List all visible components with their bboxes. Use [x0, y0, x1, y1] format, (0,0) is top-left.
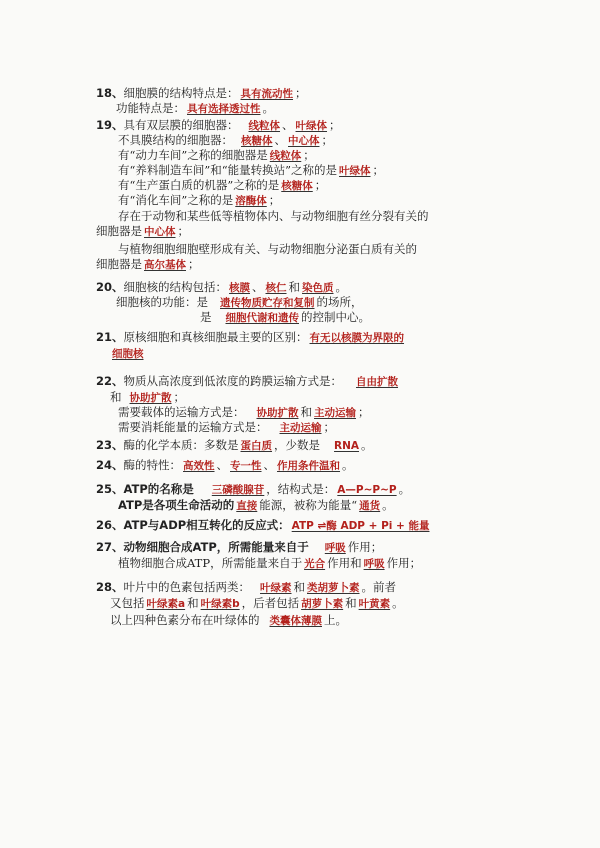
answer: 自由扩散: [356, 376, 399, 388]
q19-line7: 存在于动物和某些低等植物体内、与动物细胞有丝分裂有关的: [118, 209, 429, 223]
answer: 专一性: [230, 460, 262, 472]
answer: 作用条件温和: [277, 460, 341, 472]
q18-line1: 18、细胞膜的结构特点是： 具有流动性 ；: [96, 86, 307, 100]
q26-line: 26、ATP与ADP相互转化的反应式： ATP ⇌酶 ADP + Pi + 能量: [96, 518, 430, 532]
answer: 三磷酸腺苷: [211, 484, 265, 496]
answer: 线粒体: [248, 120, 281, 132]
answer: 溶酶体: [235, 195, 267, 207]
answer: 中心体: [288, 135, 320, 147]
answer: 叶绿体: [295, 120, 328, 132]
q20-line2: 细胞核的功能：是 遗传物质贮存和复制 的场所，: [116, 295, 363, 309]
q22-line3: 需要载体的运输方式是： 协助扩散 和 主动运输 ；: [118, 405, 370, 419]
answer: 呼吸: [324, 542, 346, 554]
q22-line4: 需要消耗能量的运输方式是： 主动运输 ；: [118, 420, 335, 434]
answer: 遗传物质贮存和复制: [220, 297, 315, 309]
answer: A—P~P~P: [337, 484, 397, 496]
answer: 叶绿素a: [146, 598, 186, 610]
answer: 具有选择透过性: [187, 103, 261, 115]
answer: RNA: [334, 440, 360, 452]
q28-line2: 又包括 叶绿素a 和 叶绿素b ，后者包括 胡萝卜素 和 叶黄素 。: [110, 596, 404, 610]
answer: 核糖体: [281, 180, 313, 192]
answer: 染色质: [302, 282, 334, 294]
q18-line2: 功能特点是： 具有选择透过性 。: [116, 101, 274, 115]
q25-line1: 25、ATP的名称是 三磷酸腺苷 ，结构式是： A—P~P~P 。: [96, 482, 411, 496]
answer: 光合: [304, 558, 326, 570]
answer: 叶绿素: [260, 582, 292, 594]
q22-line1: 22、物质从高浓度到低浓度的跨膜运输方式是： 自由扩散: [96, 374, 399, 388]
q24-line: 24、酶的特性： 高效性 、 专一性 、 作用条件温和 。: [96, 458, 354, 472]
q19-line6: 有“消化车间”之称的是 溶酶体 ；: [118, 193, 281, 207]
q28-line1: 28、叶片中的色素包括两类： 叶绿素 和 类胡萝卜素 。前者: [96, 580, 397, 594]
q27-line2: 植物细胞合成ATP，所需能量来自于 光合 作用和 呼吸 作用；: [118, 556, 422, 570]
q20-line1: 20、细胞核的结构包括： 核膜 、 核仁 和 染色质 。: [96, 280, 348, 294]
q21-line2: [110, 346, 146, 362]
answer: 核仁: [265, 282, 287, 294]
answer: 呼吸: [363, 558, 385, 570]
answer: 蛋白质: [240, 440, 273, 452]
answer: 叶绿素b: [200, 598, 240, 610]
answer: 叶黄素: [358, 598, 391, 610]
q23-line: 23、酶的化学本质：多数是 蛋白质 ，少数是 RNA 。: [96, 438, 373, 452]
answer: ATP ⇌酶 ADP + Pi + 能量: [291, 520, 430, 532]
answer: 核膜: [229, 282, 251, 294]
q27-line1: 27、动物细胞合成ATP，所需能量来自于 呼吸 作用；: [96, 540, 383, 554]
answer: 具有流动性: [240, 88, 294, 100]
q21-line1: 21、原核细胞和真核细胞最主要的区别： 有无以核膜为界限的: [96, 330, 405, 344]
q19-line5: 有“生产蛋白质的机器”之称的是 核糖体 ；: [118, 178, 327, 192]
answer: 主动运输: [279, 422, 322, 434]
q25-line2: ATP是各项生命活动的 直接 能源，被称为能量“ 通货 。: [118, 498, 394, 512]
answer: 有无以核膜为界限的: [309, 332, 405, 344]
answer: 细胞核: [112, 348, 144, 360]
answer: 主动运输: [314, 407, 356, 419]
answer: 通货: [359, 500, 381, 512]
q19-line3: 有“动力车间”之称的细胞器是 线粒体 ；: [118, 148, 315, 162]
q28-line3: 以上四种色素分布在叶绿体的 类囊体薄膜 上。: [110, 613, 347, 627]
answer: 直接: [236, 500, 258, 512]
answer: 中心体: [144, 226, 176, 238]
answer: 胡萝卜素: [301, 598, 344, 610]
answer: 细胞代谢和遗传: [225, 312, 299, 324]
q19-line1: 19、具有双层膜的细胞器： 线粒体 、 叶绿体 ；: [96, 118, 341, 132]
answer: 类胡萝卜素: [307, 582, 360, 594]
answer: 类囊体薄膜: [269, 615, 322, 627]
q19-line2: 不具膜结构的细胞器： 核糖体 、 中心体 ；: [118, 133, 333, 147]
q19-line9: 与植物细胞细胞壁形成有关、与动物细胞分泌蛋白质有关的: [118, 242, 417, 256]
answer: 叶绿体: [339, 165, 371, 177]
answer: 核糖体: [241, 135, 273, 147]
q22-line2: 和 协助扩散 ；: [110, 390, 185, 404]
answer: 高效性: [183, 460, 215, 472]
answer: 线粒体: [269, 150, 302, 162]
answer: 协助扩散: [256, 407, 299, 419]
q19-line10: 细胞器是 高尔基体 ；: [96, 257, 200, 271]
answer: 高尔基体: [144, 259, 186, 271]
q20-line3: 是 细胞代谢和遗传 的控制中心。: [200, 310, 370, 324]
q19-line8: 细胞器是 中心体 ；: [96, 224, 189, 238]
q19-line4: 有“养料制造车间”和“能量转换站”之称的是 叶绿体 ；: [118, 163, 385, 177]
answer: 协助扩散: [129, 392, 172, 404]
